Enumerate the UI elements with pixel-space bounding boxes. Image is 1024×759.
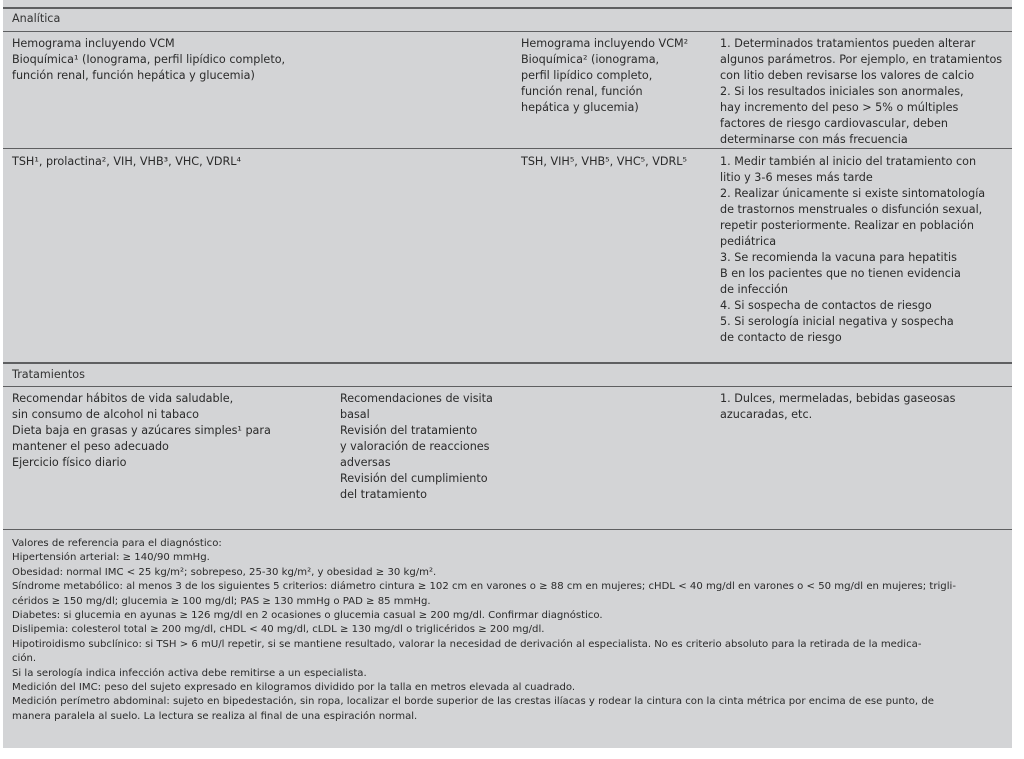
note-bmi-measurement: Medición del IMC: peso del sujeto expresado en kilogramos dividido por la talla en metros elevada al cuadrado.	[12, 682, 576, 694]
note-diabetes: Diabetes: si glucemia en ayunas ≥ 126 mg/dl en 2 ocasiones o glucemia casual ≥ 200 mg/dl. Confirmar diagnóstico.	[12, 610, 603, 622]
notes-divider	[3, 529, 1012, 530]
section-rule	[3, 362, 1012, 364]
section-divider	[3, 386, 1012, 387]
analitica-row2-col4: 1. Medir también al inicio del tratamiento con litio y 3-6 meses más tarde 2. Realizar únicamente si existe sintomatología de trastornos menstruales o disfunción sexual, repetir posteriormente. Realizar en población pediátrica 3. Se recomienda la vacuna para hepatitis B en los pacientes que no tienen evidencia de infección 4. Si sospecha de contactos de riesgo 5. Si serología inicial negativa y sospecha de contacto de riesgo	[720, 155, 986, 344]
analitica-row1-col3: Hemograma incluyendo VCM² Bioquímica² (ionograma, perfil lipídico completo, función renal, función hepática y glucemia)	[521, 37, 689, 114]
section-title-tratamientos: Tratamientos	[12, 368, 85, 381]
note-obesity: Obesidad: normal IMC < 25 kg/m²; sobrepeso, 25-30 kg/m², y obesidad ≥ 30 kg/m².	[12, 566, 437, 578]
table-top-rule	[3, 7, 1012, 9]
analitica-row1-col1: Hemograma incluyendo VCM Bioquímica¹ (Ionograma, perfil lipídico completo, función renal, función hepática y glucemia)	[12, 37, 286, 82]
note-hypertension: Hipertensión arterial: ≥ 140/90 mmHg.	[12, 552, 210, 564]
analitica-row2-col1: TSH¹, prolactina², VIH, VHB³, VHC, VDRL⁴	[12, 155, 241, 168]
section-divider	[3, 31, 1012, 32]
tratamientos-row1-col4: 1. Dulces, mermeladas, bebidas gaseosas azucaradas, etc.	[720, 392, 956, 421]
note-dyslipidemia: Dislipemia: colesterol total ≥ 200 mg/dl, cHDL < 40 mg/dl, cLDL ≥ 130 mg/dl o triglicéridos ≥ 200 mg/dl.	[12, 624, 545, 636]
note-abdominal-measurement: Medición perímetro abdominal: sujeto en bipedestación, sin ropa, localizar el borde superior de las crestas ilíacas y rodear la cintura con la cinta métrica por encima de ese punto, de manera paralela al suelo. La lectura se realiza al final de una espiración normal.	[12, 696, 934, 722]
reference-notes	[12, 537, 1007, 724]
section-title-analitica: Analítica	[12, 12, 61, 25]
analitica-row2-col3: TSH, VIH⁵, VHB⁵, VHC⁵, VDRL⁵	[521, 155, 687, 168]
note-hypothyroidism: Hipotiroidismo subclínico: si TSH > 6 mU/l repetir, si se mantiene resultado, valorar la necesidad de derivación al especialista. No es criterio absoluto para la retirada de la medica- ción.	[12, 638, 922, 665]
analitica-row1-col4: 1. Determinados tratamientos pueden alterar algunos parámetros. Por ejemplo, en tratamientos con litio deben revisarse los valores de calcio 2. Si los resultados iniciales son anormales, hay incremento del peso > 5% o múltiples factores de riesgo cardiovascular, deben determinarse con más frecuencia	[720, 37, 1003, 146]
clinical-table	[3, 0, 1012, 748]
row-divider	[3, 148, 1012, 149]
note-serology: Si la serología indica infección activa debe remitirse a un especialista.	[12, 667, 367, 679]
note-title: Valores de referencia para el diagnóstico:	[12, 538, 222, 549]
tratamientos-row1-col1: Recomendar hábitos de vida saludable, sin consumo de alcohol ni tabaco Dieta baja en grasas y azúcares simples¹ para mantener el peso adecuado Ejercicio físico diario	[12, 392, 271, 469]
note-metabolic-syndrome: Síndrome metabólico: al menos 3 de los siguientes 5 criterios: diámetro cintura ≥ 102 cm en varones o ≥ 88 cm en mujeres; cHDL < 40 mg/dl en varones o < 50 mg/dl en mujeres; trigli- céridos ≥ 150 mg/dl; glucemia ≥ 100 mg/dl; PAS ≥ 130 mmHg o PAD ≥ 85 mmHg.	[12, 581, 956, 607]
tratamientos-row1-col2: Recomendaciones de visita basal Revisión del tratamiento y valoración de reacciones adversas Revisión del cumplimiento del tratamiento	[340, 392, 493, 501]
